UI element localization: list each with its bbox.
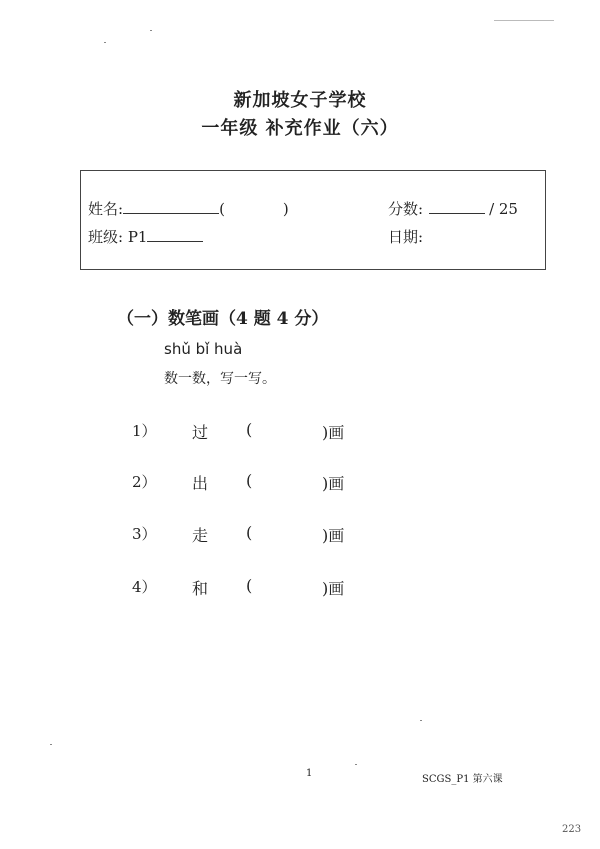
corner-number: 223 (562, 824, 582, 835)
class-field (88, 226, 203, 247)
scan-speck (420, 720, 422, 721)
question-4-character: 和 (192, 579, 209, 598)
section-instruction: 数一数，写一写。 (164, 371, 276, 387)
scan-speck (355, 764, 357, 765)
question-1-paren-open: ( (246, 420, 253, 439)
score-label: 分数: (388, 200, 424, 218)
date-field (388, 226, 423, 247)
name-field (88, 198, 289, 219)
register-paren-open: ( (219, 200, 225, 218)
scan-speck (150, 30, 152, 31)
question-2-answer-blank[interactable] (262, 469, 316, 489)
question-1-answer-blank[interactable] (262, 418, 316, 438)
scan-speck (50, 744, 52, 745)
name-blank[interactable] (123, 199, 219, 214)
question-4-number: 4） (132, 578, 157, 596)
scan-speck (104, 42, 106, 43)
question-3-character: 走 (192, 526, 209, 545)
question-3-paren-close: )画 (322, 526, 345, 545)
page-number: 1 (306, 768, 313, 779)
assignment-title: 一年级 补充作业（六） (201, 118, 399, 139)
question-3-paren-open: ( (246, 523, 253, 542)
question-1-number: 1） (132, 422, 157, 440)
scan-speck (494, 20, 554, 21)
question-2-character: 出 (192, 474, 209, 493)
question-4-answer-blank[interactable] (262, 574, 316, 594)
question-3-answer-blank[interactable] (262, 521, 316, 541)
section-title: （一）数笔画（4 题 4 分） (117, 309, 329, 329)
score-field (388, 198, 518, 219)
student-info-box (80, 170, 546, 270)
name-label: 姓名: (88, 200, 124, 218)
question-2-number: 2） (132, 473, 157, 491)
question-1-character: 过 (192, 423, 209, 442)
class-blank[interactable] (147, 227, 203, 242)
score-total: / 25 (489, 200, 518, 218)
document-code: SCGS_P1 第六课 (422, 774, 503, 785)
school-name: 新加坡女子学校 (233, 90, 367, 111)
question-2-paren-open: ( (246, 471, 253, 490)
register-paren-close: ) (282, 200, 289, 218)
question-3-number: 3） (132, 525, 157, 543)
question-1-paren-close: )画 (322, 423, 345, 442)
section-pinyin: shǔ bǐ huà (164, 340, 243, 358)
question-2-paren-close: )画 (322, 474, 345, 493)
question-4-paren-close: )画 (322, 579, 345, 598)
class-label: 班级: P1 (88, 228, 148, 246)
question-4-paren-open: ( (246, 576, 253, 595)
date-label: 日期: (388, 228, 424, 246)
score-blank[interactable] (429, 199, 485, 214)
